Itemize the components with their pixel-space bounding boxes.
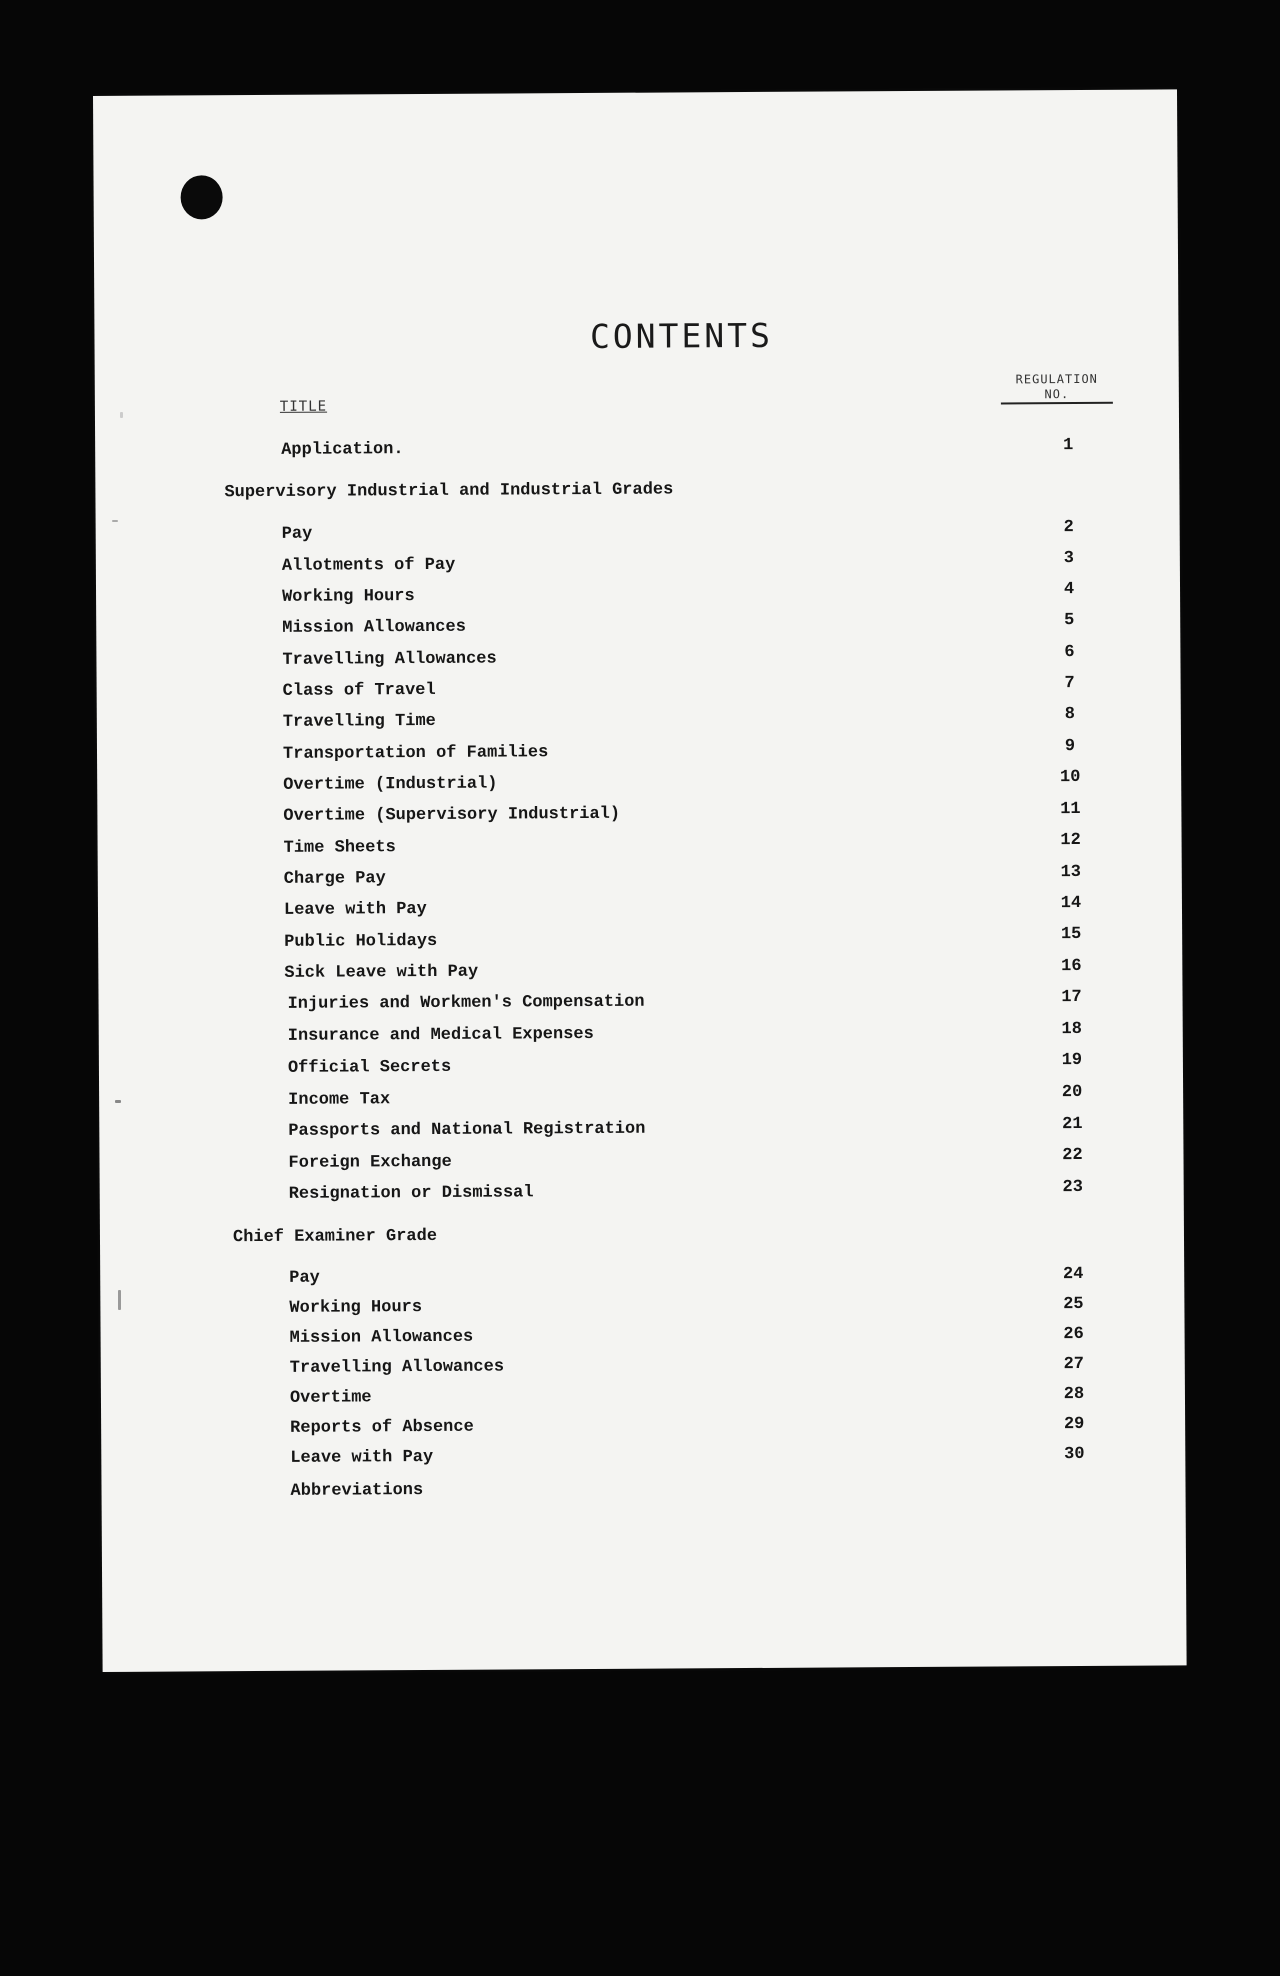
contents-entry-title: Charge Pay	[283, 869, 386, 889]
section-heading: Supervisory Industrial and Industrial Grades	[224, 480, 674, 503]
regulation-number: 26	[1063, 1324, 1084, 1345]
regulation-number: 12	[1060, 830, 1081, 851]
contents-entry-title: Foreign Exchange	[288, 1152, 452, 1173]
contents-entry-title: Transportation of Families	[282, 743, 549, 764]
section-heading: Chief Examiner Grade	[232, 1226, 438, 1248]
regulation-number: 27	[1063, 1354, 1085, 1375]
regulation-number: 3	[1063, 549, 1074, 569]
contents-entry-title: Mission Allowances	[282, 617, 466, 638]
contents-entry-title: Pay	[289, 1268, 320, 1288]
regulation-number: 23	[1062, 1177, 1083, 1198]
page-title: CONTENTS	[589, 315, 774, 356]
regulation-number: 29	[1063, 1414, 1085, 1435]
regulation-number: 4	[1063, 580, 1075, 600]
contents-entry-title: Resignation or Dismissal	[288, 1183, 534, 1204]
regulation-number: 22	[1062, 1145, 1083, 1166]
regulation-number: 11	[1060, 799, 1081, 820]
contents-entry-title: Injuries and Workmen's Compensation	[287, 992, 645, 1014]
contents-entry-title: Overtime (Supervisory Industrial)	[283, 804, 621, 826]
regulation-number: 25	[1063, 1294, 1084, 1315]
scan-speck	[112, 520, 118, 522]
regulation-number: 16	[1061, 956, 1082, 977]
regulation-number: 20	[1061, 1082, 1083, 1103]
scan-speck	[118, 1290, 121, 1310]
contents-entry-title: Insurance and Medical Expenses	[287, 1024, 594, 1046]
contents-entry-title: Allotments of Pay	[281, 555, 456, 576]
contents-entry-title: Travelling Time	[282, 711, 436, 732]
regulation-number: 30	[1064, 1444, 1085, 1465]
punch-hole	[180, 175, 222, 219]
contents-entry-title: Overtime (Industrial)	[283, 774, 498, 795]
regulation-number: 6	[1064, 643, 1075, 663]
regulation-number: 21	[1062, 1114, 1083, 1135]
regulation-number: 24	[1062, 1264, 1084, 1285]
contents-entry-title: Overtime	[289, 1388, 372, 1408]
regulation-header-line2: NO.	[1001, 387, 1113, 405]
paper-sheet	[93, 89, 1187, 1672]
contents-entry-title: Leave with Pay	[283, 899, 427, 920]
regulation-number: 17	[1061, 987, 1082, 1008]
title-column-header: TITLE	[279, 398, 328, 415]
contents-entry-title: Sick Leave with Pay	[284, 962, 479, 983]
contents-entry-title: Public Holidays	[284, 931, 438, 952]
contents-entry-title: Pay	[281, 524, 313, 544]
contents-entry-title: Passports and National Registration	[288, 1119, 646, 1141]
contents-entry-title: Reports of Absence	[290, 1417, 474, 1438]
regulation-number: 19	[1061, 1050, 1083, 1071]
contents-entry-title: Application.	[281, 440, 404, 460]
scan-speck	[120, 412, 123, 418]
regulation-number: 8	[1064, 705, 1075, 725]
contents-entry-title: Mission Allowances	[289, 1327, 474, 1348]
regulation-number: 18	[1061, 1019, 1082, 1040]
contents-entry-title: Time Sheets	[283, 838, 396, 858]
contents-entry-title: Working Hours	[289, 1298, 423, 1318]
contents-entry-title: Working Hours	[282, 587, 415, 607]
regulation-number-column-header	[997, 372, 1117, 405]
contents-entry-title: Abbreviations	[290, 1481, 424, 1501]
regulation-number: 1	[1062, 436, 1074, 456]
scan-speck	[115, 1100, 121, 1103]
contents-entry-title: Class of Travel	[282, 680, 436, 701]
regulation-number: 14	[1060, 893, 1082, 914]
contents-entry-title: Travelling Allowances	[282, 649, 497, 670]
contents-entry-title: Official Secrets	[287, 1057, 452, 1078]
contents-entry-title: Income Tax	[288, 1090, 391, 1110]
regulation-number: 2	[1063, 518, 1074, 538]
regulation-number: 13	[1060, 862, 1082, 883]
regulation-number: 5	[1064, 611, 1075, 631]
regulation-number: 9	[1064, 737, 1076, 757]
regulation-number: 10	[1059, 767, 1081, 788]
regulation-number: 7	[1064, 674, 1075, 694]
contents-entry-title: Leave with Pay	[290, 1447, 434, 1468]
regulation-number: 15	[1060, 924, 1082, 945]
regulation-number: 28	[1063, 1384, 1085, 1405]
regulation-header-line1: REGULATION	[1015, 371, 1098, 387]
contents-entry-title: Travelling Allowances	[289, 1357, 505, 1378]
